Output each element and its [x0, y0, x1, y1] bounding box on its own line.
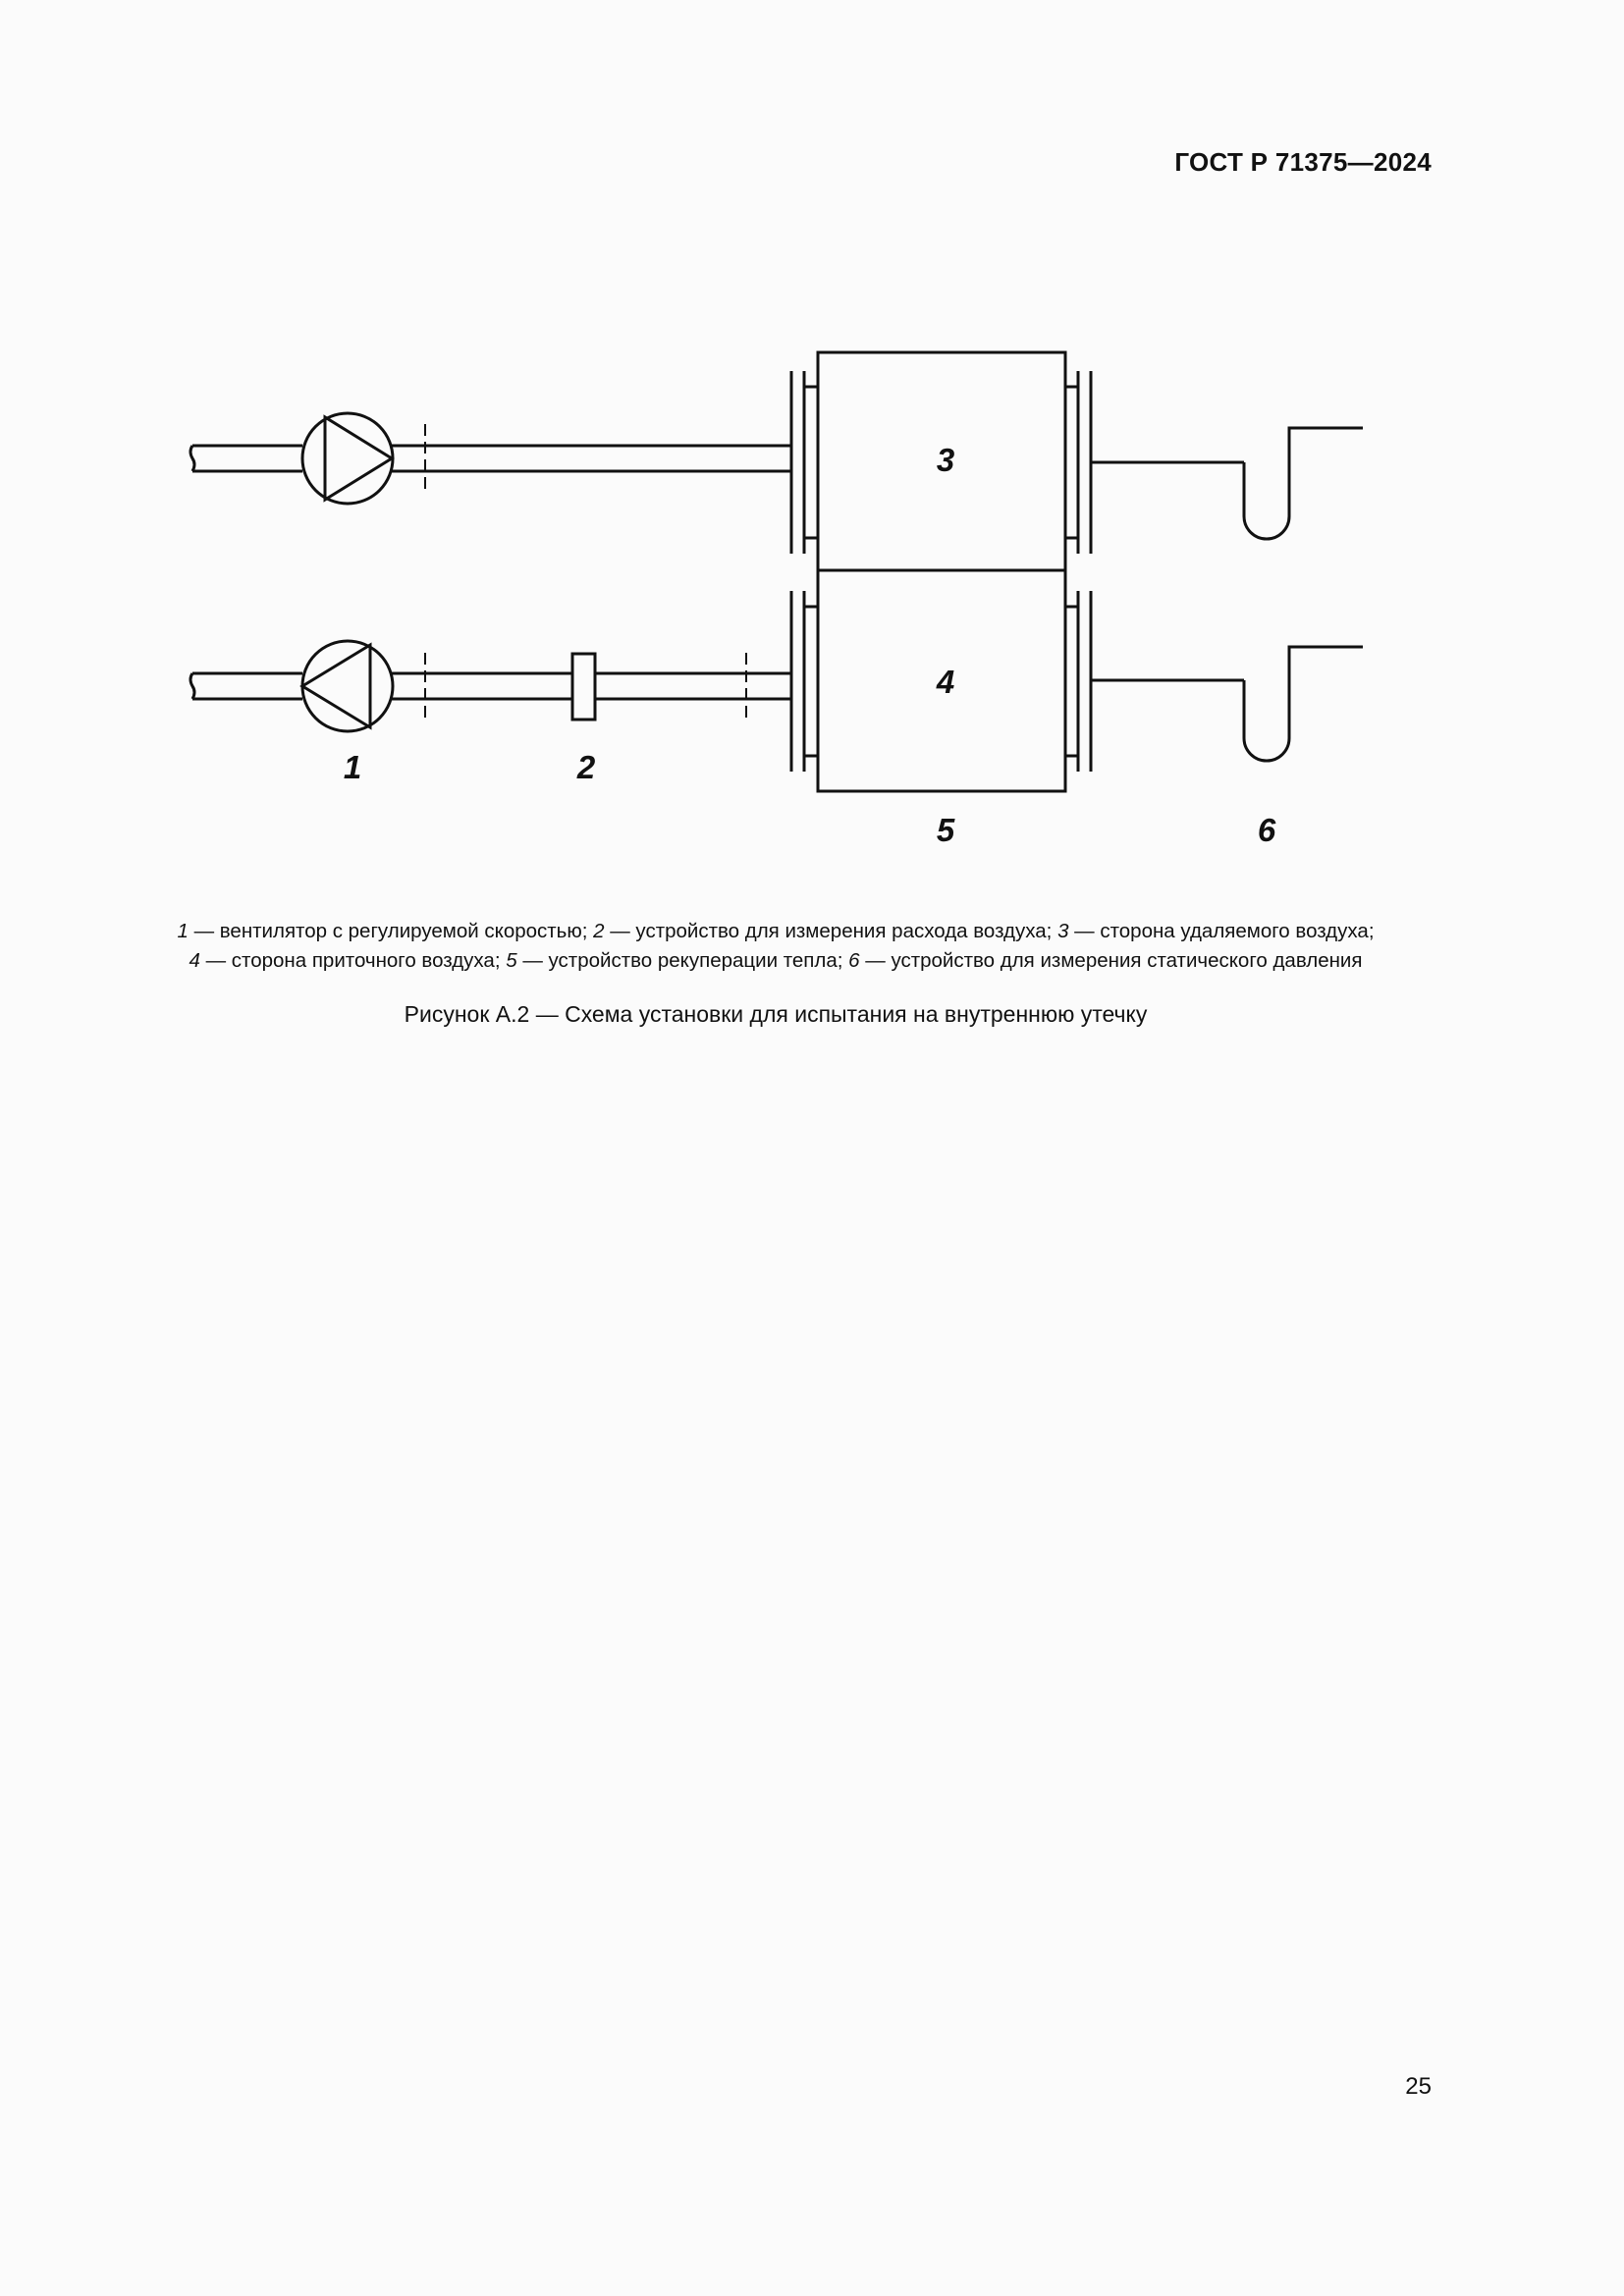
- legend-line-2: [98, 946, 1453, 976]
- legend-text: — сторона удаляемого воздуха;: [1068, 920, 1375, 942]
- document-header: ГОСТ Р 71375—2024: [1174, 147, 1432, 177]
- legend-num: 3: [1057, 920, 1069, 942]
- label-2: 2: [576, 749, 596, 785]
- label-3: 3: [936, 442, 955, 478]
- legend-text: — устройство рекуперации тепла;: [516, 949, 849, 972]
- label-5: 5: [936, 812, 955, 848]
- legend-text: — вентилятор с регулируемой скоростью;: [188, 920, 594, 942]
- legend-num: 2: [593, 920, 605, 942]
- test-rig-diagram: [0, 0, 1624, 883]
- legend-text: — сторона приточного воздуха;: [199, 949, 507, 972]
- label-4: 4: [936, 664, 955, 700]
- legend-num: 5: [506, 949, 517, 972]
- legend-line-1: [98, 917, 1453, 946]
- legend-text: — устройство для измерения расхода воздуха;: [604, 920, 1058, 942]
- figure-legend: [98, 917, 1453, 976]
- legend-text: — устройство для измерения статического давления: [859, 949, 1363, 972]
- upper-duct: [190, 446, 791, 471]
- flow-meter-icon: [572, 654, 595, 720]
- legend-num: 4: [189, 949, 200, 972]
- upper-fan-icon: [302, 413, 393, 504]
- figure-caption: Рисунок А.2 — Схема установки для испытания на внутреннюю утечку: [404, 1001, 1148, 1027]
- lower-fan-icon: [302, 641, 393, 731]
- label-1: 1: [343, 749, 362, 785]
- lower-duct: [190, 673, 791, 699]
- heat-recovery-unit: [791, 352, 1091, 791]
- legend-num: 6: [848, 949, 860, 972]
- legend-num: 1: [177, 920, 189, 942]
- upper-manometer-icon: [1091, 428, 1363, 539]
- page-number: 25: [1405, 2073, 1432, 2100]
- label-6: 6: [1257, 812, 1276, 848]
- lower-manometer-icon: [1091, 647, 1363, 761]
